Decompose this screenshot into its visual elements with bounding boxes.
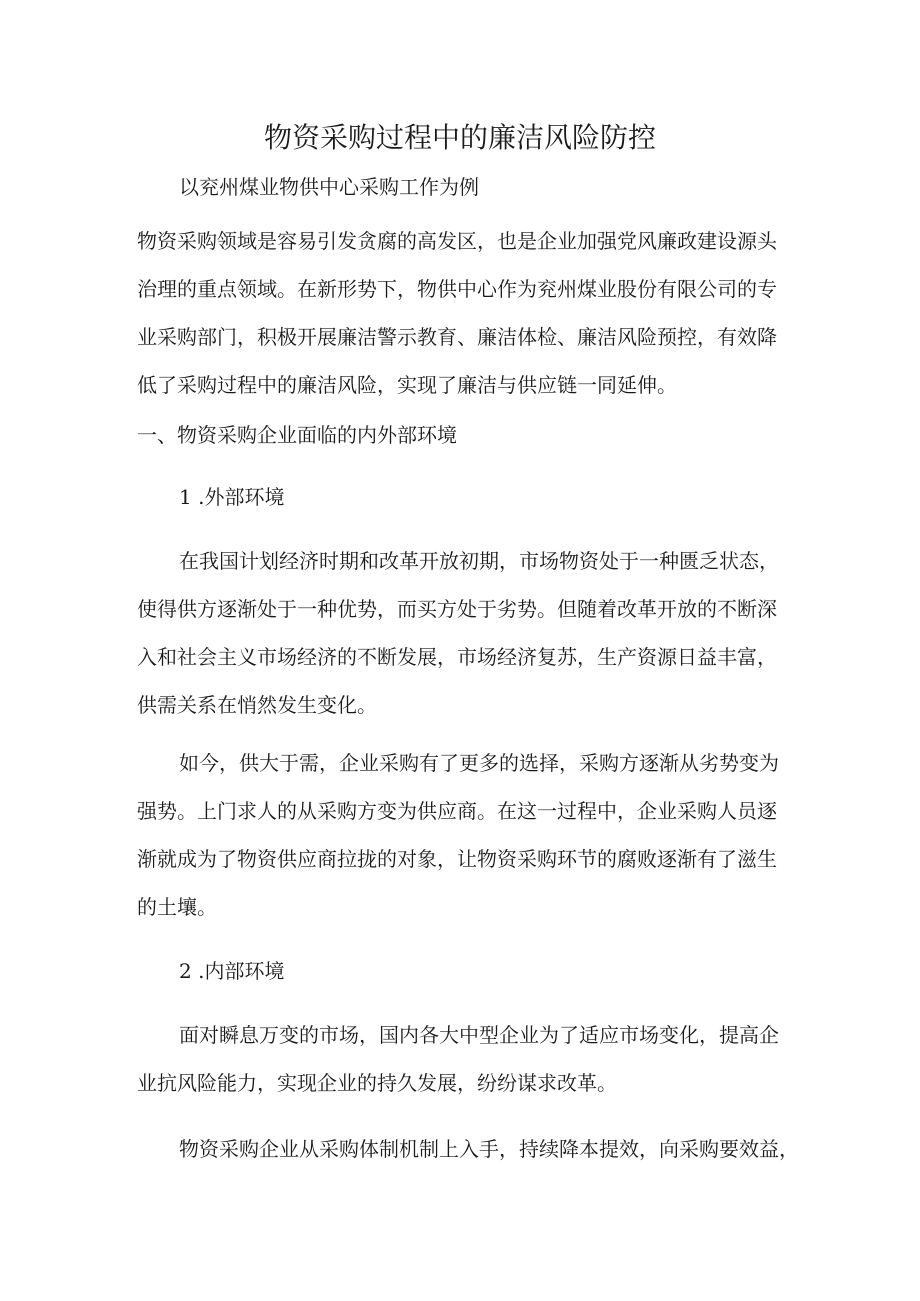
paragraph-4-line-1: 物资采购企业从采购体制机制上入手，持续降本提效，向采购要效益， [179,1137,799,1161]
paragraph-1-line-3: 入和社会主义市场经济的不断发展，市场经济复苏，生产资源日益丰富， [137,645,777,669]
intro-line-4: 低了采购过程中的廉洁风险，实现了廉洁与供应链一同延伸。 [137,373,677,397]
intro-line-3: 业采购部门，积极开展廉洁警示教育、廉洁体检、廉洁风险预控，有效降 [137,325,777,349]
paragraph-2-line-2: 强势。上门求人的从采购方变为供应商。在这一过程中，企业采购人员逐 [137,799,777,823]
subsection-heading-1: 1 .外部环境 [179,485,285,509]
paragraph-3-line-1: 面对瞬息万变的市场，国内各大中型企业为了适应市场变化，提高企 [179,1023,779,1047]
document-title: 物资采购过程中的廉洁风险防控 [263,121,656,154]
paragraph-1-line-1: 在我国计划经济时期和改革开放初期，市场物资处于一种匮乏状态， [179,549,779,573]
intro-line-1: 物资采购领域是容易引发贪腐的高发区，也是企业加强党风廉政建设源头 [137,229,777,253]
paragraph-2-line-4: 的土壤。 [137,895,217,919]
intro-line-2: 治理的重点领域。在新形势下，物供中心作为兖州煤业股份有限公司的专 [137,277,777,301]
document-subtitle: 以兖州煤业物供中心采购工作为例 [179,175,479,199]
subsection-heading-2: 2 .内部环境 [179,959,285,983]
paragraph-3-line-2: 业抗风险能力，实现企业的持久发展，纷纷谋求改革。 [137,1071,617,1095]
section-heading-1: 一、物资采购企业面临的内外部环境 [137,423,457,447]
paragraph-1-line-4: 供需关系在悄然发生变化。 [137,693,377,717]
paragraph-2-line-3: 渐就成为了物资供应商拉拢的对象，让物资采购环节的腐败逐渐有了滋生 [137,847,777,871]
paragraph-2-line-1: 如今，供大于需，企业采购有了更多的选择，采购方逐渐从劣势变为 [179,751,779,775]
paragraph-1-line-2: 使得供方逐渐处于一种优势，而买方处于劣势。但随着改革开放的不断深 [137,597,777,621]
